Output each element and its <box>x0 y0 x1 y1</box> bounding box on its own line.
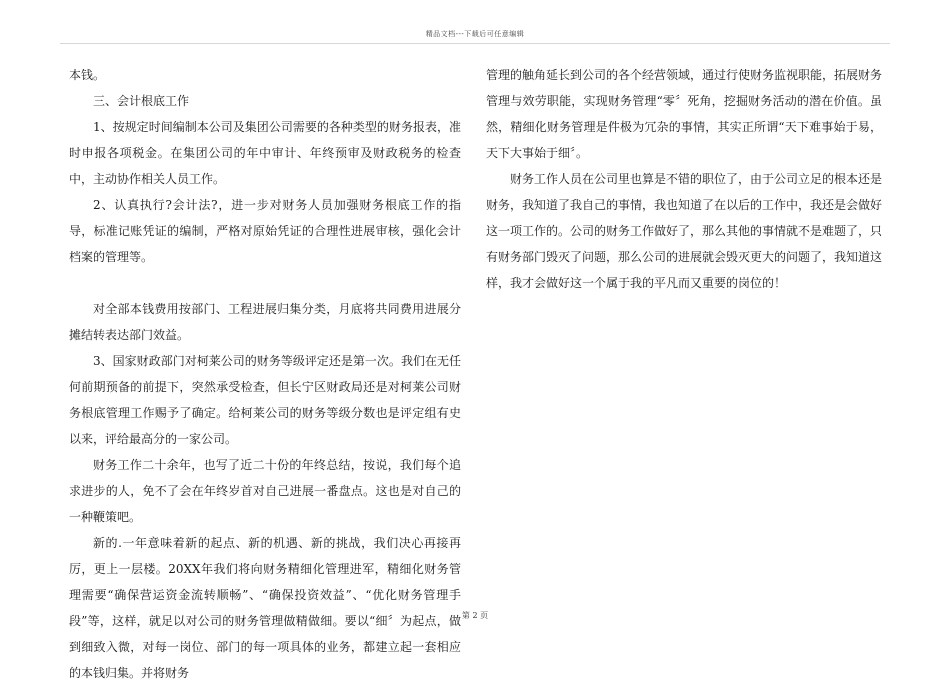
paragraph: 2、认真执行?会计法?，进一步对财务人员加强财务根底工作的指导，标准记账凭证的编制，严格对原始凭证的合理性进展审核，强化会计档案的管理等。 <box>69 198 461 264</box>
paragraph: 财务工作二十余年，也写了近二十份的年终总结，按说，我们每个追求进步的人，免不了会在年终岁首对自己进展一番盘点。这也是对自己的一种鞭策吧。 <box>69 458 461 524</box>
paragraph: 财务工作人员在公司里也算是不错的职位了，由于公司立足的根本还是财务，我知道了我自己的事情，我也知道了在以后的工作中，我还是会做好这一项工作的。公司的财务工作做好了，那么其他的事情就不是难题了，只有财务部门毁灭了问题，那么公司的进展就会毁灭更大的问题了，我知道这样，我才会做好这一个属于我的平凡而又重要的岗位的！ <box>486 172 883 290</box>
paragraph: 管理的触角延长到公司的各个经营领域，通过行使财务监视职能，拓展财务管理与效劳职能，实现财务管理“零〞死角，挖掘财务活动的潜在价值。虽然，精细化财务管理是件极为冗杂的事情，其实正所谓“天下难事始于易，天下大事始于细〞。 <box>486 68 883 160</box>
header-divider <box>60 43 890 44</box>
page-number: 第 2 页 <box>461 611 489 620</box>
paragraph: 对全部本钱费用按部门、工程进展归集分类，月底将共同费用进展分摊结转表达部门效益。 <box>69 302 461 342</box>
right-column <box>486 62 882 296</box>
section-heading: 三、会计根底工作 <box>93 94 190 108</box>
paragraph: 新的.一年意味着新的起点、新的机遇、新的挑战，我们决心再接再厉，更上一层楼。20XX年我们将向财务精细化管理进军，精细化财务管理需要“确保营运资金流转顺畅”、“确保投资效益”、“优化财务管理手段”等，这样，就足以对公司的财务管理做精做细。要以“细〞为起点，做到细致入微，对每一岗位、部门的每一项具体的业务，都建立起一套相应的本钱归集。并将财务 <box>69 536 461 680</box>
left-column <box>69 62 461 686</box>
paragraph: 本钱。 <box>69 68 106 82</box>
paragraph: 1、按规定时间编制本公司及集团公司需要的各种类型的财务报表，准时申报各项税金。在集团公司的年中审计、年终预审及财政税务的检查中，主动协作相关人员工作。 <box>69 120 461 186</box>
paragraph: 3、国家财政部门对柯莱公司的财务等级评定还是第一次。我们在无任何前期预备的前提下，突然承受检查，但长宁区财政局还是对柯莱公司财务根底管理工作赐予了确定。给柯莱公司的财务等级分数也是评定组有史以来，评给最高分的一家公司。 <box>69 354 461 446</box>
page-header: 精品文档---下载后可任意编辑 <box>425 30 525 38</box>
